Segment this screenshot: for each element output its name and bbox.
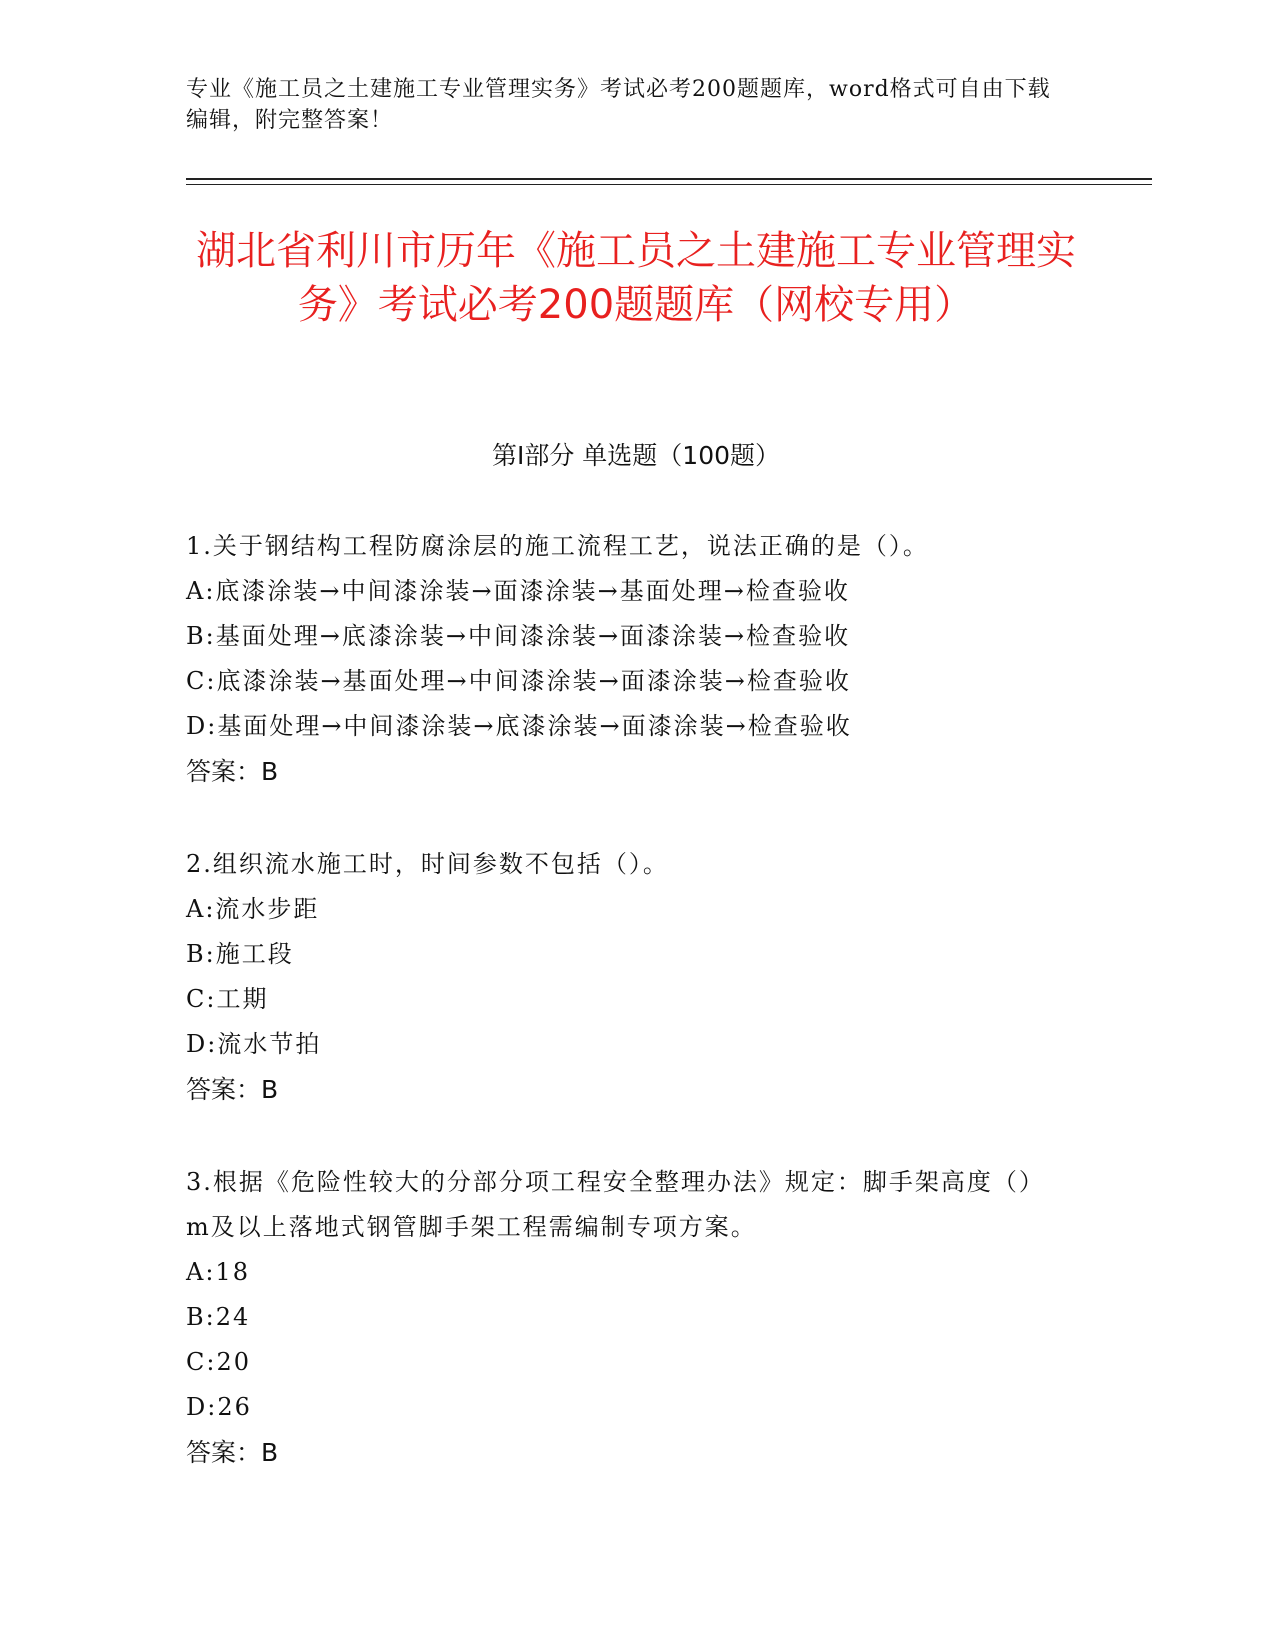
option-a: A:18 (186, 1258, 250, 1286)
question-2 (186, 842, 1066, 1112)
question-1 (186, 524, 1066, 794)
question-stem: 3.根据《危险性较大的分部分项工程安全整理办法》规定：脚手架高度（）m及以上落地式钢管脚手架工程需编制专项方案。 (186, 1168, 1045, 1241)
option-d: D:26 (186, 1393, 252, 1421)
option-c: C:工期 (186, 985, 269, 1013)
option-b: B:24 (186, 1303, 251, 1331)
answer: 答案：B (186, 757, 279, 786)
question-stem: 1.关于钢结构工程防腐涂层的施工流程工艺，说法正确的是（）。 (186, 532, 929, 560)
header-rule-thin (186, 184, 1152, 185)
option-d: D:流水节拍 (186, 1030, 322, 1058)
option-b: B:施工段 (186, 940, 294, 968)
header-note: 专业《施工员之土建施工专业管理实务》考试必考200题题库，word格式可自由下载编辑，附完整答案！ (186, 77, 1051, 133)
answer: 答案：B (186, 1075, 279, 1104)
option-c: C:20 (186, 1348, 251, 1376)
main-title: 湖北省利川市历年《施工员之土建施工专业管理实务》考试必考200题题库（网校专用） (196, 228, 1076, 328)
option-b: B:基面处理→底漆涂装→中间漆涂装→面漆涂装→检查验收 (186, 622, 851, 650)
answer: 答案：B (186, 1438, 279, 1467)
question-stem: 2.组织流水施工时，时间参数不包括（）。 (186, 850, 669, 878)
header-rule-thick (186, 178, 1152, 180)
question-3 (186, 1160, 1066, 1475)
option-c: C:底漆涂装→基面处理→中间漆涂装→面漆涂装→检查验收 (186, 667, 851, 695)
section-title: 第Ⅰ部分 单选题（100题） (491, 441, 781, 470)
option-d: D:基面处理→中间漆涂装→底漆涂装→面漆涂装→检查验收 (186, 712, 852, 740)
option-a: A:流水步距 (186, 895, 320, 923)
option-a: A:底漆涂装→中间漆涂装→面漆涂装→基面处理→检查验收 (186, 577, 850, 605)
